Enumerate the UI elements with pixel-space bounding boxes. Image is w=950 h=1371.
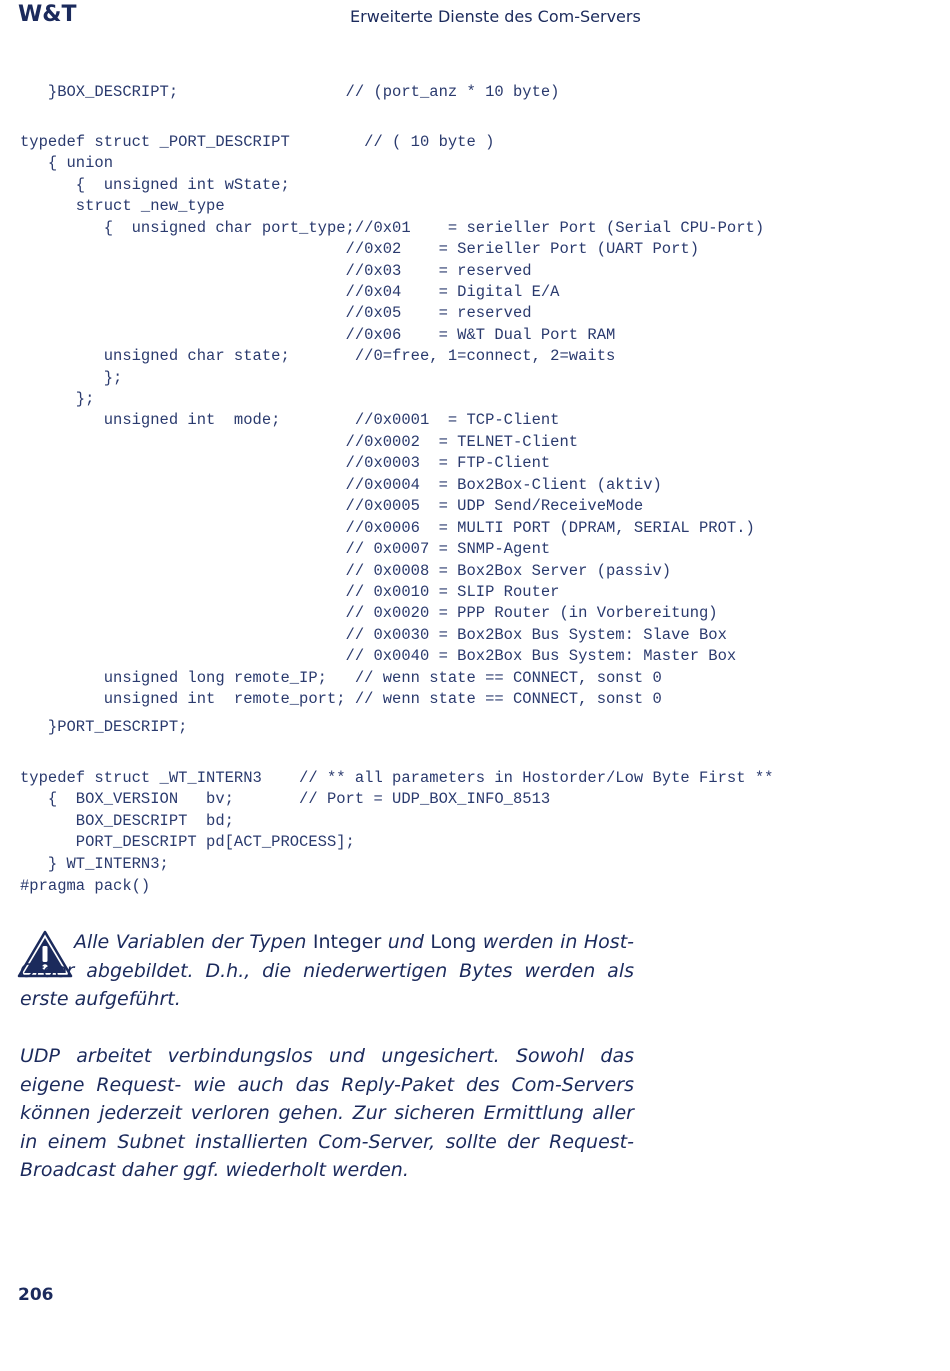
code-line: //0x04 = Digital E/A <box>20 283 560 301</box>
code-line: }; <box>20 390 95 408</box>
code-line: } WT_INTERN3; <box>20 855 169 873</box>
code-line: { BOX_VERSION bv; // Port = UDP_BOX_INFO_8513 <box>20 790 551 808</box>
code-line: //0x0003 = FTP-Client <box>20 454 551 472</box>
code-line: unsigned char state; //0=free, 1=connect, 2=waits <box>20 347 616 365</box>
code-line: }PORT_DESCRIPT; <box>20 718 188 736</box>
code-line: //0x0002 = TELNET-Client <box>20 433 579 451</box>
host-order-note: Alle Variablen der Typen Integer und Long werden in Host-Order abgebildet. D.h., die niederwertigen Bytes werden als erste aufgeführt. <box>20 931 634 1011</box>
code-line: struct _new_type <box>20 197 225 215</box>
code-line: #pragma pack() <box>20 877 151 895</box>
code-line: { unsigned char port_type;//0x01 = serieller Port (Serial CPU-Port) <box>20 219 765 237</box>
code-line: // 0x0010 = SLIP Router <box>20 583 560 601</box>
code-line: // 0x0020 = PPP Router (in Vorbereitung) <box>20 604 718 622</box>
code-line: //0x02 = Serieller Port (UART Port) <box>20 240 700 258</box>
code-line: PORT_DESCRIPT pd[ACT_PROCESS]; <box>20 833 355 851</box>
code-line: typedef struct _WT_INTERN3 // ** all parameters in Hostorder/Low Byte First ** <box>20 769 774 787</box>
code-line: unsigned int mode; //0x0001 = TCP-Client <box>20 411 560 429</box>
code-line: unsigned int remote_port; // wenn state == CONNECT, sonst 0 <box>20 690 662 708</box>
code-line: //0x0005 = UDP Send/ReceiveMode <box>20 497 644 515</box>
code-line: { unsigned int wState; <box>20 176 290 194</box>
page-number: 206 <box>18 1285 54 1305</box>
code-line: // 0x0040 = Box2Box Bus System: Master Box <box>20 647 737 665</box>
code-line: //0x0004 = Box2Box-Client (aktiv) <box>20 476 662 494</box>
code-line: { union <box>20 154 114 172</box>
udp-note: UDP arbeitet verbindungslos und ungesichert. Sowohl das eigene Request- wie auch das Reply-Paket des Com-Servers können jederzeit verloren gehen. Zur sicheren Ermittlung aller in einem Subnet installierten Com-Server, sollte der Request-Broadcast daher ggf. wiederholt werden. <box>20 1045 634 1182</box>
code-line: // 0x0008 = Box2Box Server (passiv) <box>20 562 672 580</box>
code-line: typedef struct _PORT_DESCRIPT // ( 10 byte ) <box>20 133 495 151</box>
code-line: // 0x0007 = SNMP-Agent <box>20 540 551 558</box>
code-line: unsigned long remote_IP; // wenn state == CONNECT, sonst 0 <box>20 669 662 687</box>
code-line: }; <box>20 369 123 387</box>
code-line: //0x0006 = MULTI PORT (DPRAM, SERIAL PROT.) <box>20 519 755 537</box>
code-line: BOX_DESCRIPT bd; <box>20 812 234 830</box>
brand-logo: W&T <box>18 2 77 27</box>
page-header-title: Erweiterte Dienste des Com-Servers <box>350 7 641 26</box>
code-line: // 0x0030 = Box2Box Bus System: Slave Box <box>20 626 727 644</box>
code-line: //0x03 = reserved <box>20 262 532 280</box>
code-line: //0x06 = W&T Dual Port RAM <box>20 326 616 344</box>
code-line: //0x05 = reserved <box>20 304 532 322</box>
code-line: }BOX_DESCRIPT; // (port_anz * 10 byte) <box>20 83 560 101</box>
